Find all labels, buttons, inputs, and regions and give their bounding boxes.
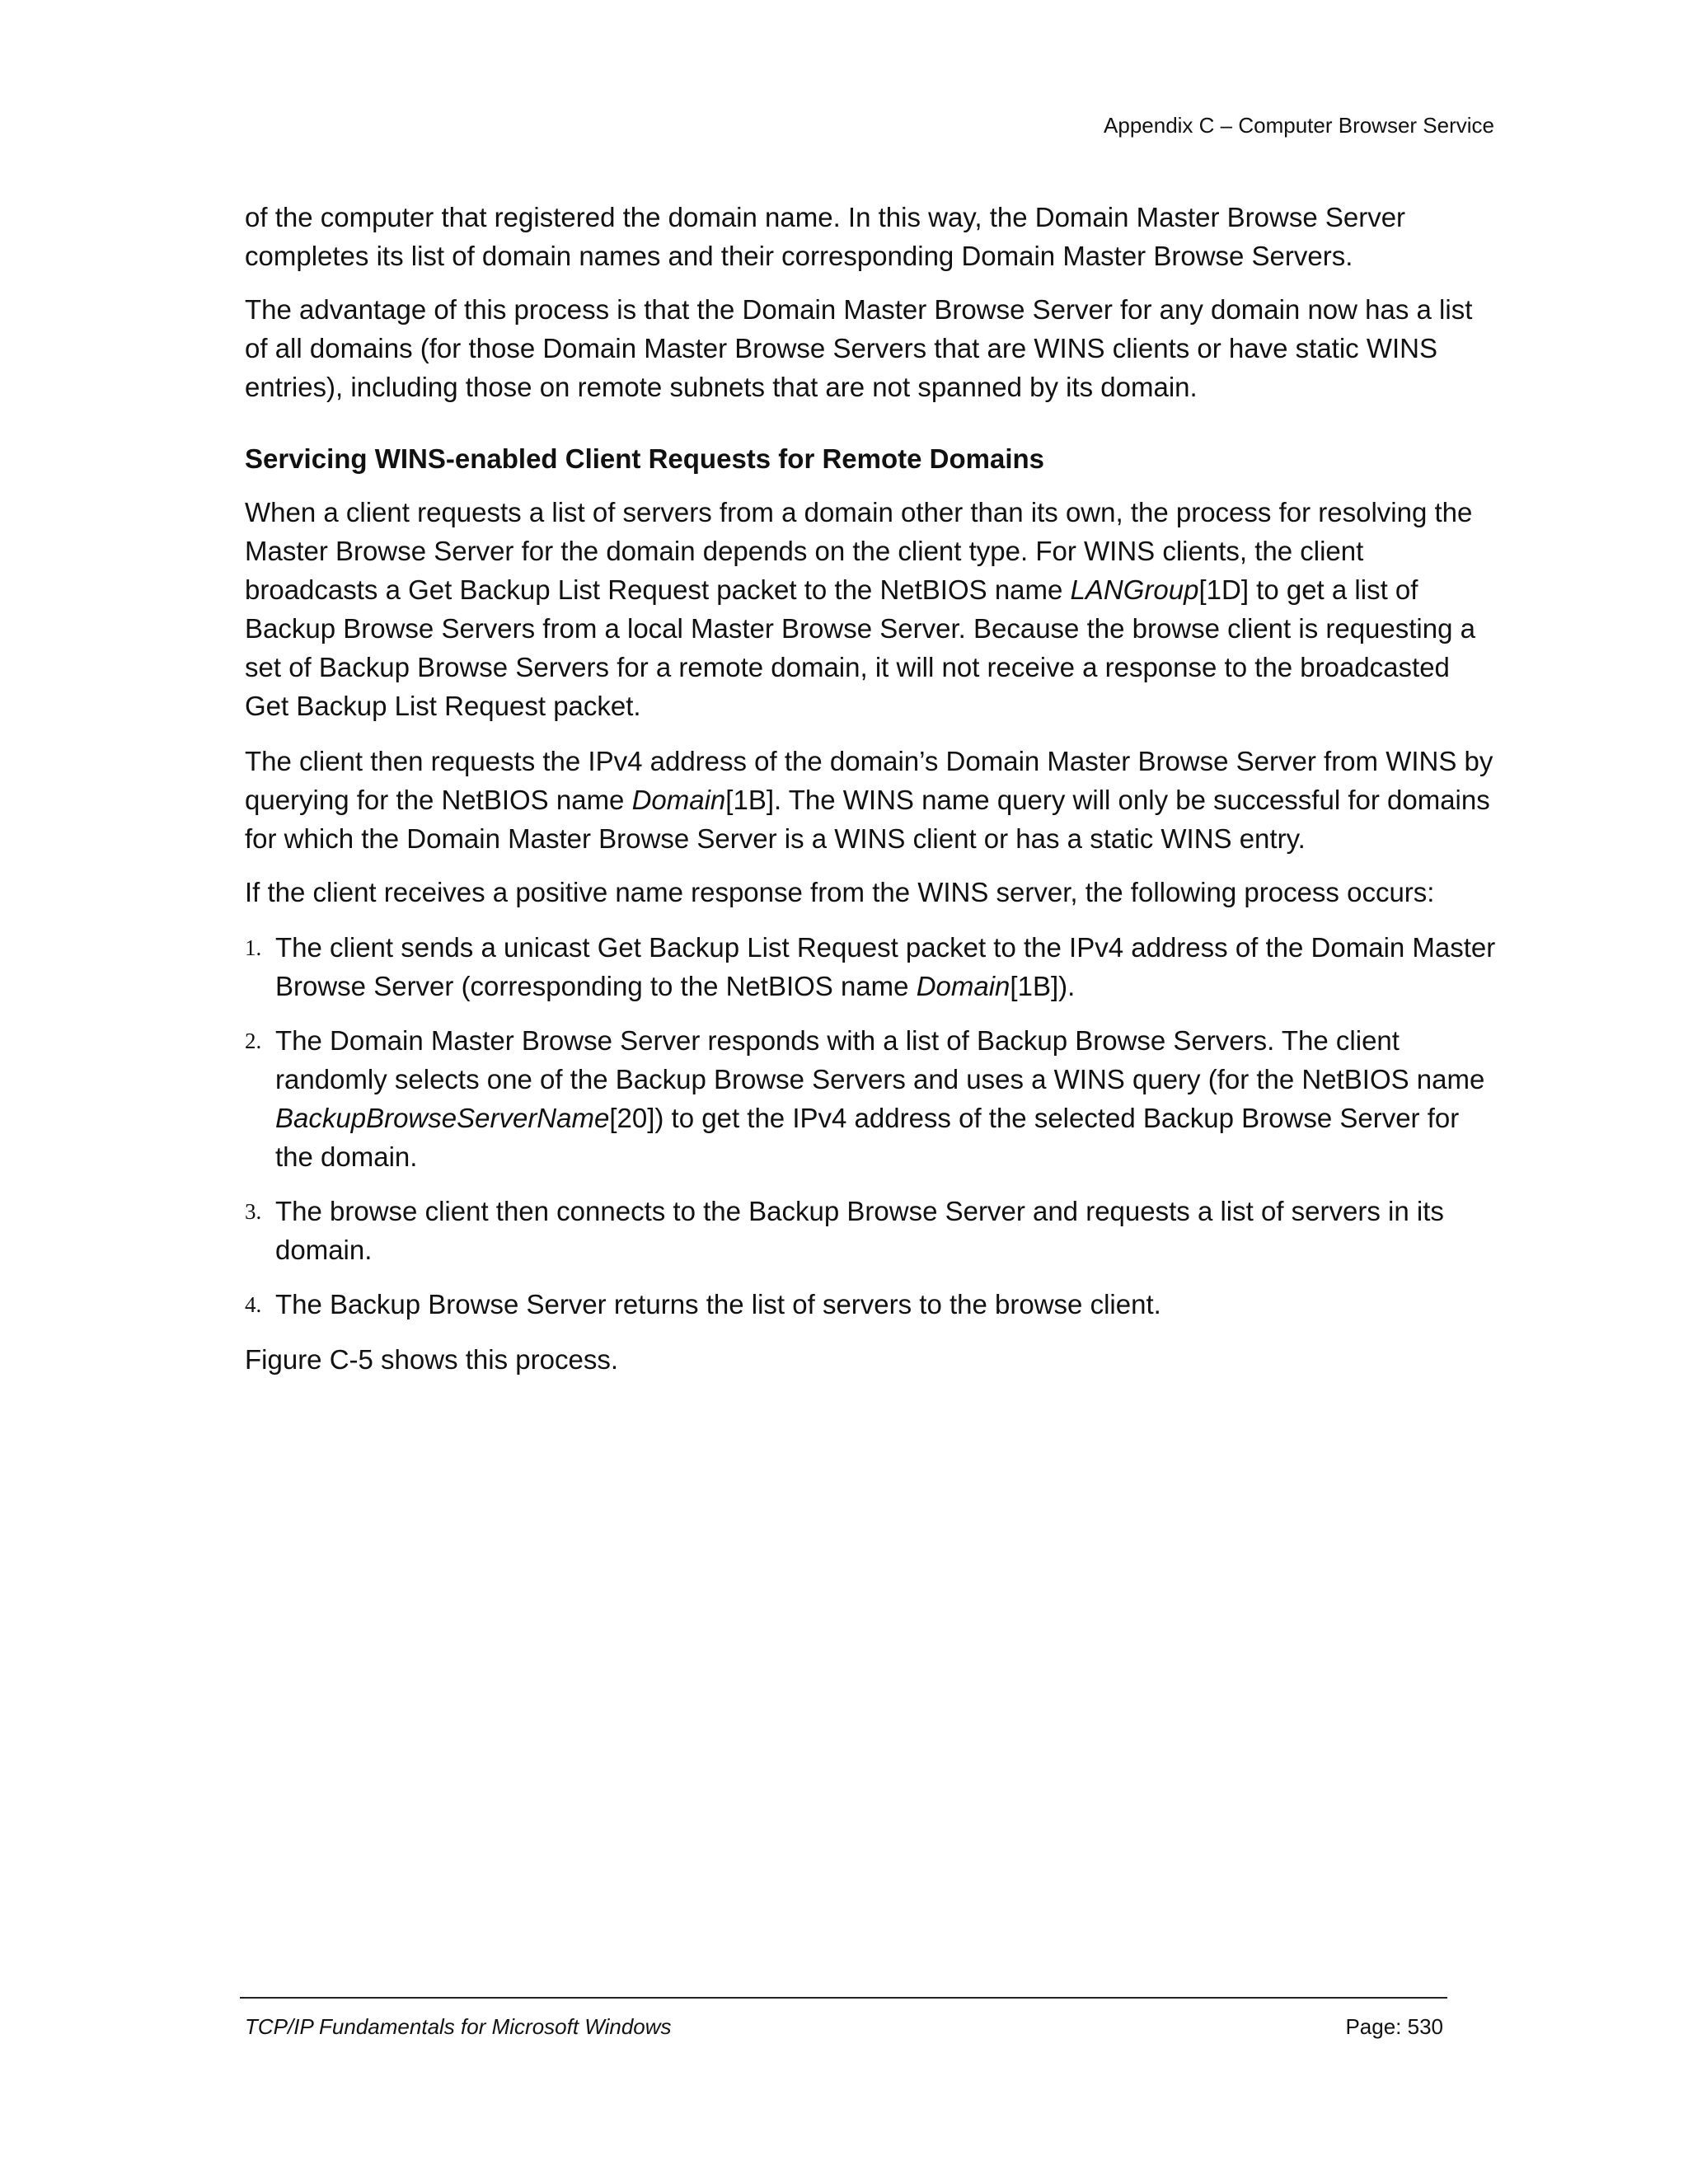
list-item [245,928,1498,1005]
paragraph-domain-names-list: of the computer that registered the domain name. In this way, the Domain Master Browse Server completes its list of domain names and their corresponding Domain Master Browse Servers. [245,202,1406,271]
list-number: 4. [245,1292,262,1317]
footer-divider [240,1997,1447,1999]
footer-book-title: TCP/IP Fundamentals for Microsoft Windows [245,2014,672,2039]
italic-term: Domain [631,785,726,815]
footer-page-number: Page: 530 [1345,2014,1443,2039]
paragraph-wins-query [245,742,1498,858]
list-number: 2. [245,1029,262,1053]
text-run: [1B]). [1010,971,1076,1001]
text-run: [1B]. The WINS name query will only be successful for domains for which the Domain Master Browse Server is a WINS client or has a static WINS entry. [245,785,1490,854]
text-run: [1D] to get a list of Backup Browse Servers from a local Master Browse Server. Because the browse client is requesting a set of Backup Browse Servers for a remote domain, it will not receive a response to the broadcasted Get Backup List Request packet. [245,574,1475,721]
list-item [245,1285,1498,1324]
italic-term: BackupBrowseServerName [275,1103,610,1133]
process-steps-list [245,928,1498,1324]
paragraph-positive-response: If the client receives a positive name response from the WINS server, the following process occurs: [245,877,1435,907]
italic-term: Domain [916,971,1010,1001]
page-body [245,198,1498,1379]
paragraph-figure-reference: Figure C-5 shows this process. [245,1344,618,1375]
text-run: [20]) to get the IPv4 address of the selected Backup Browse Server for the domain. [275,1103,1460,1172]
italic-term: LANGroup [1070,574,1199,605]
list-item [245,1192,1498,1269]
text-run: The client sends a unicast Get Backup List Request packet to the IPv4 address of the Domain Master Browse Server (corresponding to the NetBIOS name [275,932,1496,1001]
running-header: Appendix C – Computer Browser Service [1104,113,1494,138]
section-heading: Servicing WINS-enabled Client Requests for Remote Domains [245,443,1045,474]
text-run: The Backup Browse Server returns the list of servers to the browse client. [275,1289,1161,1319]
paragraph-client-request [245,493,1498,725]
text-run: The client then requests the IPv4 address of the domain’s Domain Master Browse Server from WINS by querying for the NetBIOS name [245,746,1493,815]
text-run: When a client requests a list of servers from a domain other than its own, the process for resolving the Master Browse Server for the domain depends on the client type. For WINS clients, the client broadcasts a Get Backup List Request packet to the NetBIOS name [245,497,1473,605]
paragraph-advantage: The advantage of this process is that the Domain Master Browse Server for any domain now has a list of all domains (for those Domain Master Browse Servers that are WINS clients or have static WINS entries), including those on remote subnets that are not spanned by its domain. [245,294,1473,402]
list-number: 3. [245,1199,262,1224]
list-item [245,1021,1498,1176]
text-run: The Domain Master Browse Server responds with a list of Backup Browse Servers. The client randomly selects one of the Backup Browse Servers and uses a WINS query (for the NetBIOS name [275,1025,1485,1094]
list-number: 1. [245,935,262,960]
text-run: The browse client then connects to the Backup Browse Server and requests a list of servers in its domain. [275,1196,1444,1265]
